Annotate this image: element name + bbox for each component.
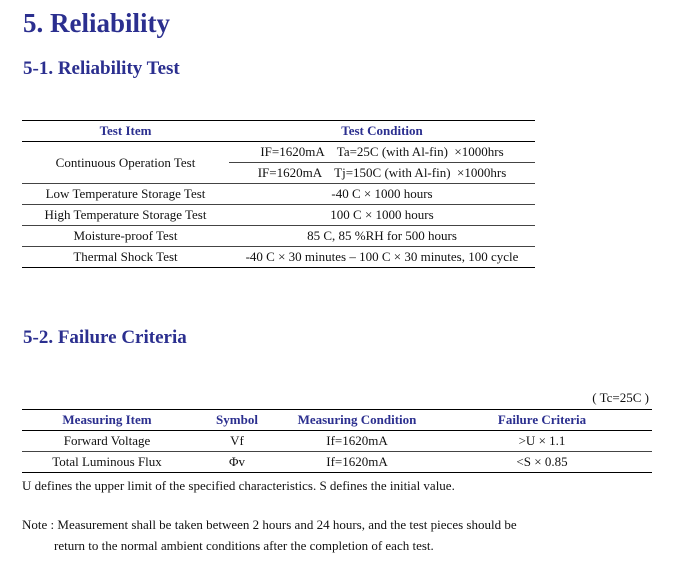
header-measuring-item: Measuring Item (22, 410, 192, 431)
table-row (22, 431, 652, 452)
tc-note: ( Tc=25C ) (592, 390, 649, 405)
reliability-test-table (22, 120, 535, 268)
measuring-condition: If=1620mA (282, 452, 432, 473)
measuring-item: Total Luminous Flux (22, 452, 192, 473)
header-measuring-condition: Measuring Condition (282, 410, 432, 431)
header-symbol: Symbol (192, 410, 282, 431)
test-item: Low Temperature Storage Test (22, 184, 229, 205)
table-row (22, 142, 535, 163)
header-test-item: Test Item (22, 121, 229, 142)
reliability-test-heading: 5-1. Reliability Test (23, 58, 180, 79)
test-item: Thermal Shock Test (22, 247, 229, 268)
table-row (22, 247, 535, 268)
table-row (22, 184, 535, 205)
test-item: Moisture-proof Test (22, 226, 229, 247)
test-item: Continuous Operation Test (55, 154, 196, 170)
measuring-condition: If=1620mA (326, 433, 388, 448)
test-condition: -40 C × 30 minutes – 100 C × 30 minutes, 100 cycle (229, 247, 535, 268)
page-title: 5. Reliability (23, 8, 170, 38)
header-failure-criteria: Failure Criteria (432, 410, 652, 431)
failure-criteria-table (22, 409, 652, 473)
symbol: Φv (192, 452, 282, 473)
test-item: High Temperature Storage Test (22, 205, 229, 226)
measuring-item: Forward Voltage (63, 433, 151, 448)
failure-criteria: >U × 1.1 (518, 433, 566, 448)
test-condition: 100 C × 1000 hours (229, 205, 535, 226)
symbol: Vf (230, 433, 244, 448)
table-row (22, 205, 535, 226)
failure-criteria: <S × 0.85 (432, 452, 652, 473)
test-condition: -40 C × 1000 hours (229, 184, 535, 205)
note-line-1: Note : Measurement shall be taken between 2 hours and 24 hours, and the test pieces should be (22, 517, 517, 532)
test-condition: 85 C, 85 %RH for 500 hours (229, 226, 535, 247)
note-line-2: return to the normal ambient conditions after the completion of each test. (54, 538, 434, 553)
table-row (22, 226, 535, 247)
table-row (22, 452, 652, 473)
header-test-condition: Test Condition (229, 121, 535, 142)
failure-criteria-heading: 5-2. Failure Criteria (23, 327, 187, 348)
test-condition: IF=1620mA Tj=150C (with Al-fin) ×1000hrs (229, 163, 535, 184)
footnote: U defines the upper limit of the specified characteristics. S defines the initial value. (22, 478, 455, 493)
test-condition: IF=1620mA Ta=25C (with Al-fin) ×1000hrs (260, 144, 504, 159)
